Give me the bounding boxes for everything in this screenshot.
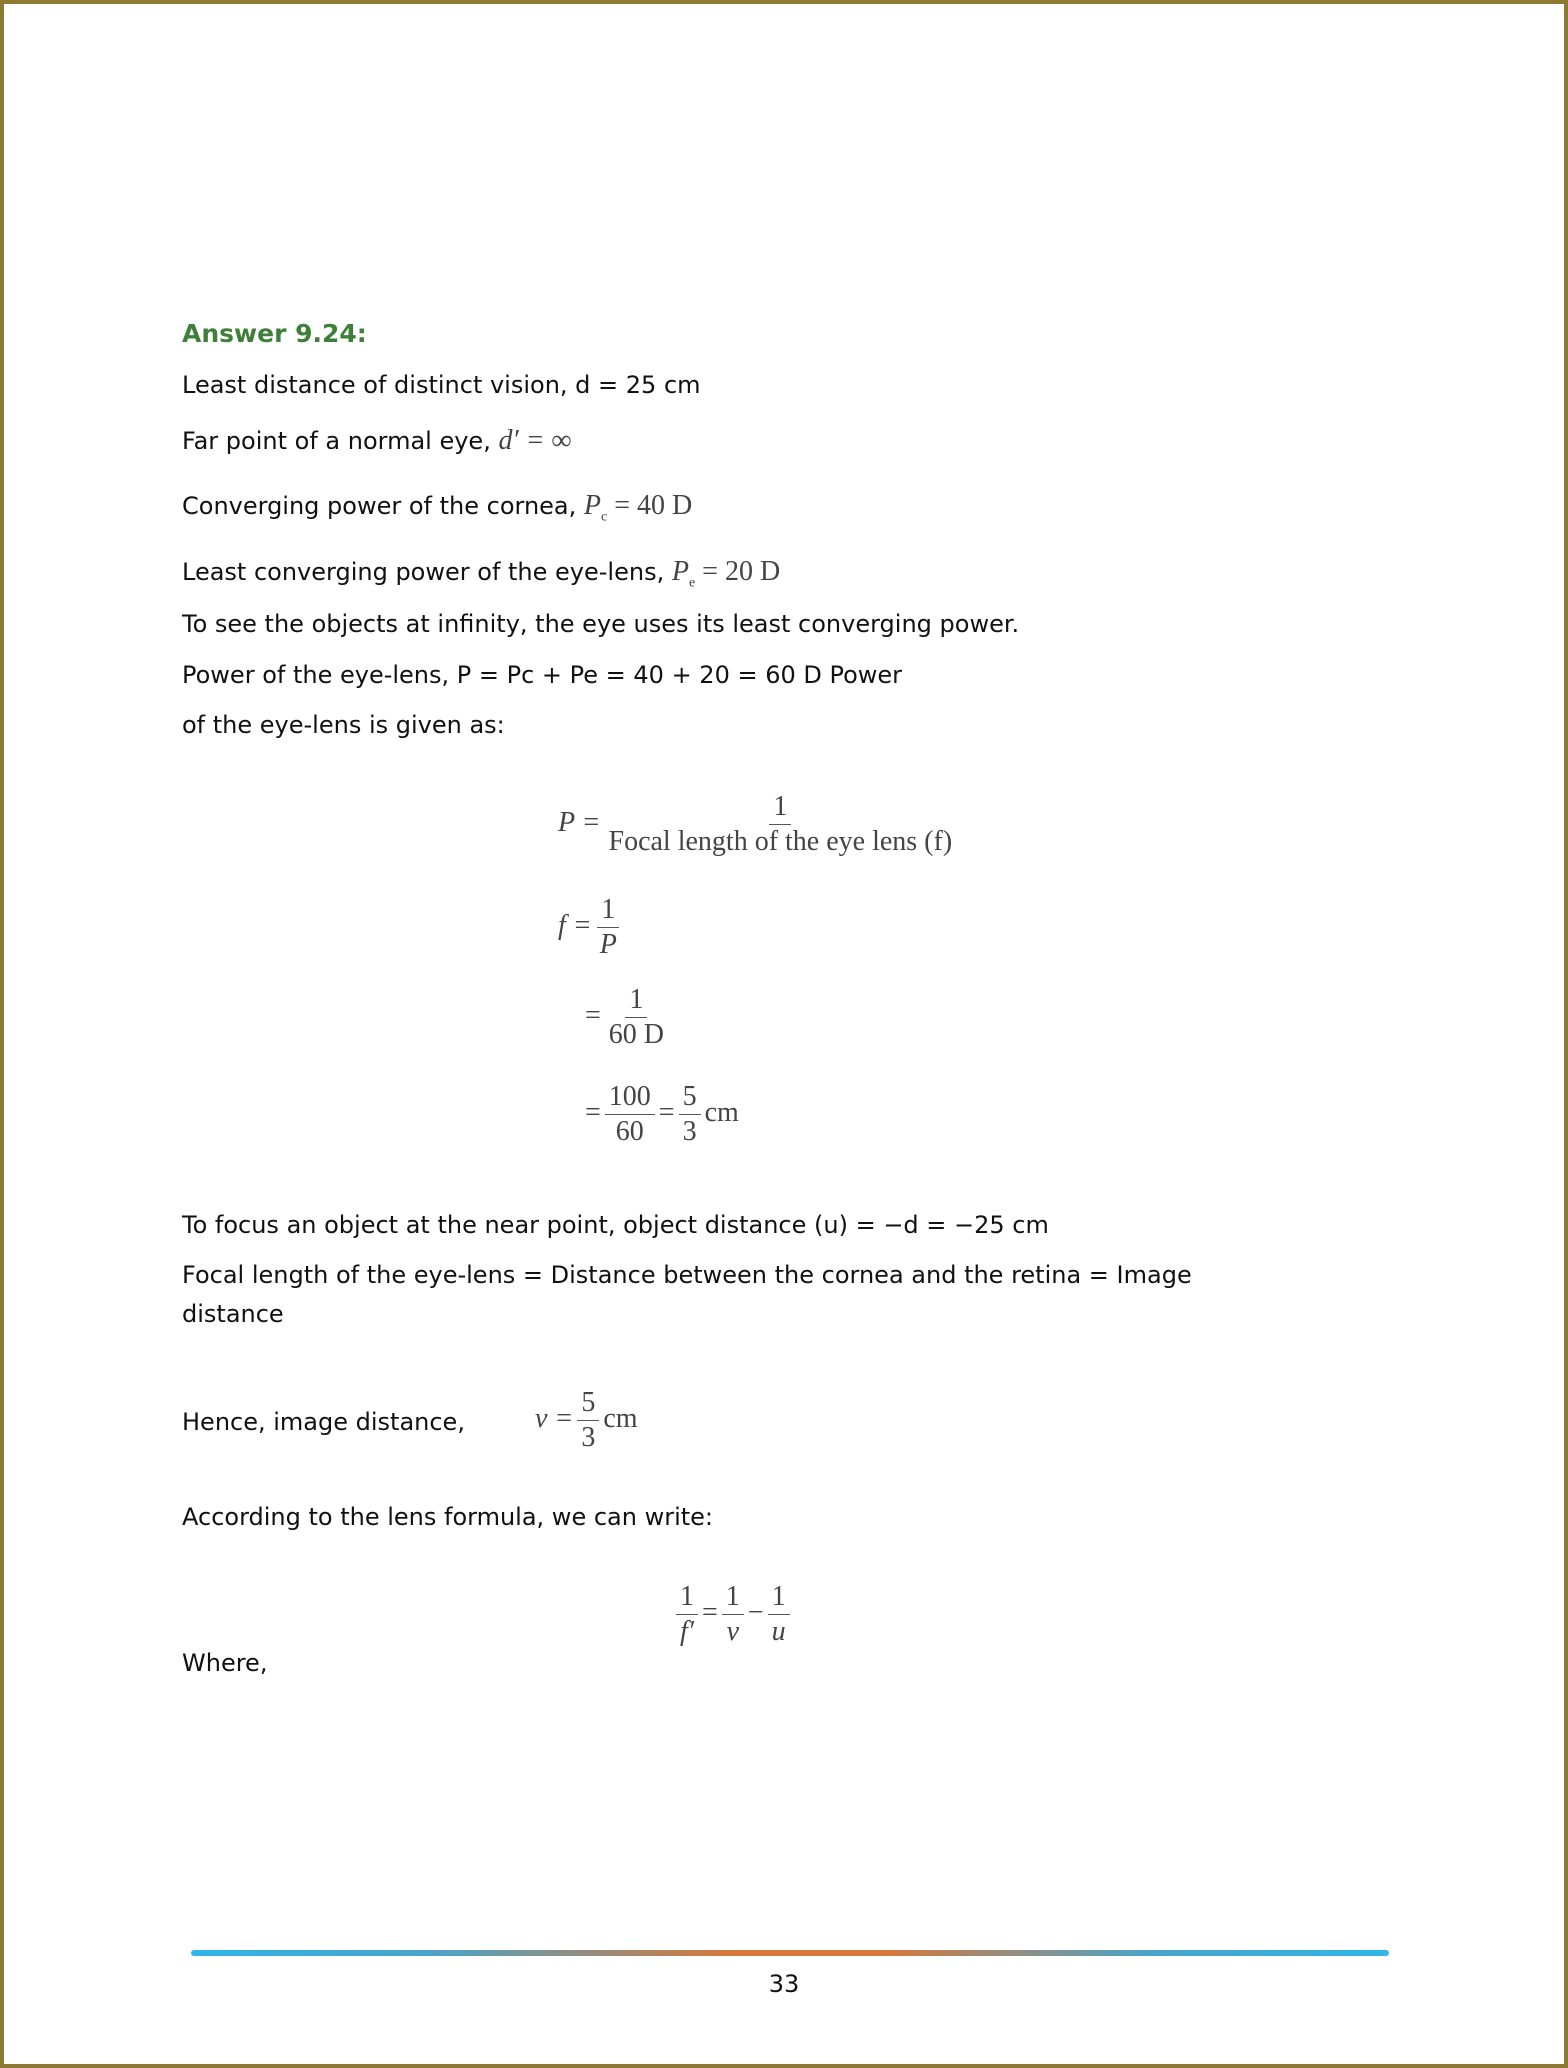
text-line: Where,: [182, 1649, 268, 1677]
text-line: [182, 491, 692, 533]
text-line: To see the objects at infinity, the eye uses its least converging power.: [182, 610, 1020, 638]
lens-formula: $\frac{1}{f'}$ = $\frac{1}{v}$ − $\frac{1}{u}$: [672, 1580, 794, 1649]
text-line: distance: [182, 1300, 284, 1328]
equation-f-value: = $\frac{1}{60 D}$: [585, 984, 665, 1050]
text-line: Hence, image distance,: [182, 1408, 465, 1436]
text-line: Focal length of the eye-lens = Distance between the cornea and the retina = Image: [182, 1261, 1192, 1289]
equation-f: f = $\frac{1}{P}$: [558, 893, 625, 962]
text: Least converging power of the eye-lens,: [182, 558, 665, 586]
equation-v: v = $\frac{5}{3}$ cm: [535, 1387, 638, 1453]
footer-divider: [191, 1950, 1389, 1956]
page-number: 33: [768, 1970, 800, 1998]
math: $P_e = 20$ D: [671, 556, 781, 591]
text-line: Least distance of distinct vision, d = 25 cm: [182, 371, 701, 399]
text: Far point of a normal eye,: [182, 427, 491, 455]
text-line: [182, 557, 780, 599]
text-line: Power of the eye-lens, P = Pc + Pe = 40 + 20 = 60 D Power: [182, 661, 903, 689]
equation-power: P = $\frac{1}{\text{Focal length of the eye lens (f)}}$: [558, 791, 953, 857]
math: d′ = ∞: [498, 425, 572, 456]
equation-f-result: = $\frac{100}{60}$ = $\frac{5}{3}$ cm: [585, 1081, 739, 1147]
text-line: To focus an object at the near point, object distance (u) = −d = −25 cm: [182, 1211, 1049, 1239]
answer-heading: Answer 9.24:: [182, 319, 367, 348]
math: $P_c = 40$ D: [583, 490, 693, 525]
text: Converging power of the cornea,: [182, 492, 577, 520]
text-line: of the eye-lens is given as:: [182, 711, 505, 739]
text-line: [182, 426, 571, 456]
text-line: According to the lens formula, we can write:: [182, 1503, 713, 1531]
